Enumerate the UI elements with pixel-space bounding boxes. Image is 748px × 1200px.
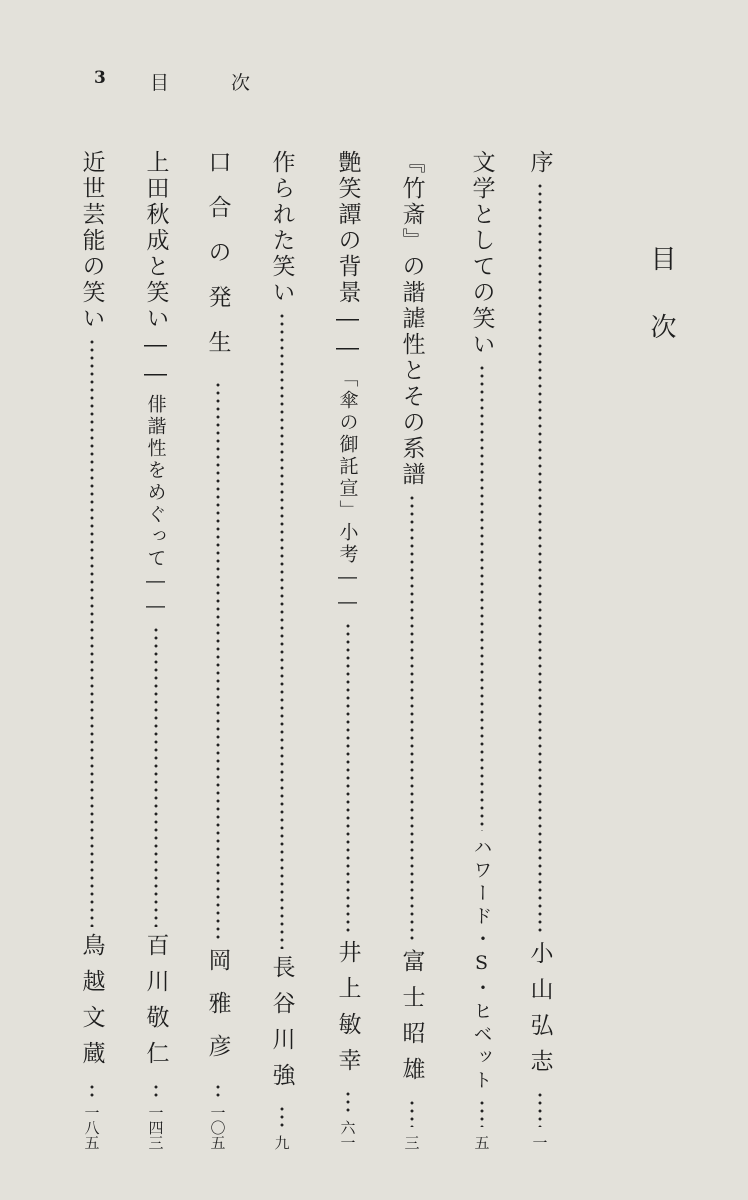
entry-subtitle: 「傘の御託宣」小考―― [336,368,359,616]
entry-page: 一八五 [82,1105,101,1150]
toc-entry [200,150,236,1150]
leader-dots [216,381,220,942]
running-header [0,68,313,98]
entry-page: 一〇五 [208,1105,227,1150]
entry-page: 三 [402,1135,421,1150]
entry-author: 岡雅彦 [204,948,231,1077]
leader-dots [346,622,350,934]
entry-author: 小山弘志 [526,941,553,1085]
leader-dots [346,1090,350,1112]
entry-title: 近世芸能の笑い [78,150,105,332]
toc-entry [264,150,300,1150]
leader-dots [216,1083,220,1097]
entry-page: 一 [530,1135,549,1150]
leader-dots [480,1099,484,1127]
entry-author: 井上敏幸 [334,940,361,1084]
entry-title: 序 [526,150,553,176]
entry-page: 五 [472,1135,491,1150]
leader-dots [90,338,94,927]
toc-entry [138,150,174,1150]
running-title: 目次 [150,72,313,94]
leader-dots [410,494,414,943]
entry-author: 百川敬仁 [142,933,169,1077]
leader-dots [280,1105,284,1127]
leader-dots [154,626,158,927]
leader-dots [280,312,284,949]
entry-title: 上田秋成と笑い―― [142,150,169,390]
page-number: 3 [94,68,106,88]
entry-subtitle: 俳諧性をめぐって―― [144,394,167,620]
toc-heading: 目次 [646,245,676,381]
leader-dots [538,182,542,935]
entry-author: 鳥越文蔵 [78,933,105,1077]
entry-title: 作られた笑い [268,150,295,306]
leader-dots [538,1091,542,1127]
entry-page: 六一 [338,1120,357,1150]
toc-entry [464,150,500,1150]
leader-dots [154,1083,158,1097]
leader-dots [90,1083,94,1097]
entry-title: 文学としての笑い [468,150,495,358]
toc-entry [74,150,110,1150]
entry-author: 長谷川強 [268,955,295,1099]
toc-entry [330,150,366,1150]
entry-title: 口合の発生 [204,150,231,375]
entry-title: 艶笑譚の背景―― [334,150,361,364]
entry-author: 富士昭雄 [398,949,425,1093]
toc-entry [394,150,430,1150]
entry-page: 九 [272,1135,291,1150]
leader-dots [480,364,484,831]
toc-entry [522,150,558,1150]
entry-title: 『竹斎』の諧謔性とその系譜 [398,150,425,488]
entry-page: 一四三 [146,1105,165,1150]
leader-dots [410,1099,414,1127]
entry-author: ハワード・S・ヒベット [470,837,493,1093]
